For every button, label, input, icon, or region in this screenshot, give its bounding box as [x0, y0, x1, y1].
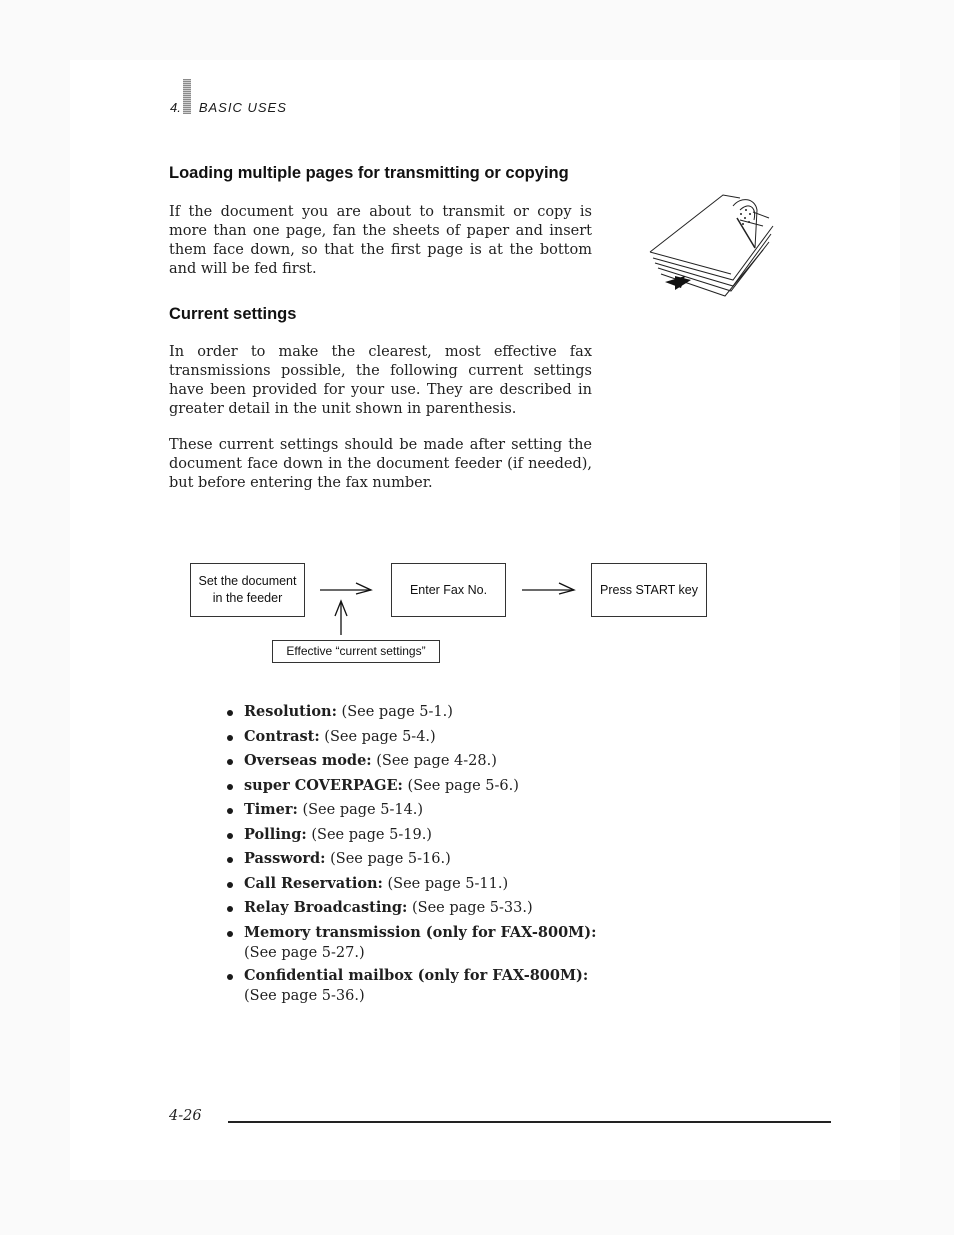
- footer-rule: [228, 1121, 831, 1123]
- paragraph-loading-multiple-pages: If the document you are about to transmit or copy is more than one page, fan the sheets of paper and insert them face down, so that the first page is at the bottom and will be fed first.: [169, 204, 592, 277]
- chapter-header: [170, 78, 287, 114]
- list-item: Memory transmission (only for FAX-800M): (See page 5-27.): [226, 923, 606, 963]
- list-item: Confidential mailbox (only for FAX-800M): (See page 5-36.): [226, 966, 606, 1006]
- list-item: Password: (See page 5-16.): [226, 849, 606, 869]
- heading-current-settings: Current settings: [169, 305, 297, 323]
- heading-loading-multiple-pages: Loading multiple pages for transmitting or copying: [169, 164, 569, 182]
- flow-step-set-document-line2: in the feeder: [212, 591, 283, 605]
- list-item: Timer: (See page 5-14.): [226, 800, 606, 820]
- flow-step-set-document-line1: Set the document: [198, 574, 297, 588]
- chapter-title: BASIC USES: [198, 100, 287, 115]
- page-number: 4-26: [169, 1108, 202, 1124]
- list-item: Polling: (See page 5-19.): [226, 825, 606, 845]
- list-item: Overseas mode: (See page 4-28.): [226, 751, 606, 771]
- list-item: super COVERPAGE: (See page 5-6.): [226, 776, 606, 796]
- list-item: Call Reservation: (See page 5-11.): [226, 874, 606, 894]
- flow-step-press-start: Press START key: [591, 563, 707, 617]
- flow-step-enter-fax: Enter Fax No.: [391, 563, 506, 617]
- chapter-number: 4.: [170, 100, 181, 115]
- chapter-tab-marker: [183, 79, 191, 114]
- list-item: Relay Broadcasting: (See page 5-33.): [226, 898, 606, 918]
- list-item: Contrast: (See page 5-4.): [226, 727, 606, 747]
- current-settings-list: [226, 702, 606, 1009]
- paragraph-current-settings-intro: In order to make the clearest, most effective fax transmissions possible, the following current settings have been provided for your use. They are described in greater detail in the unit shown in parenthesis.: [169, 344, 592, 417]
- paragraph-current-settings-timing: These current settings should be made after setting the document face down in the document feeder (if needed), but before entering the fax number.: [169, 437, 592, 491]
- flow-effective-current-settings: Effective “current settings”: [272, 640, 440, 663]
- flow-step-set-document: [190, 563, 305, 617]
- list-item: Resolution: (See page 5-1.): [226, 702, 606, 722]
- fanned-pages-illustration: [645, 190, 777, 302]
